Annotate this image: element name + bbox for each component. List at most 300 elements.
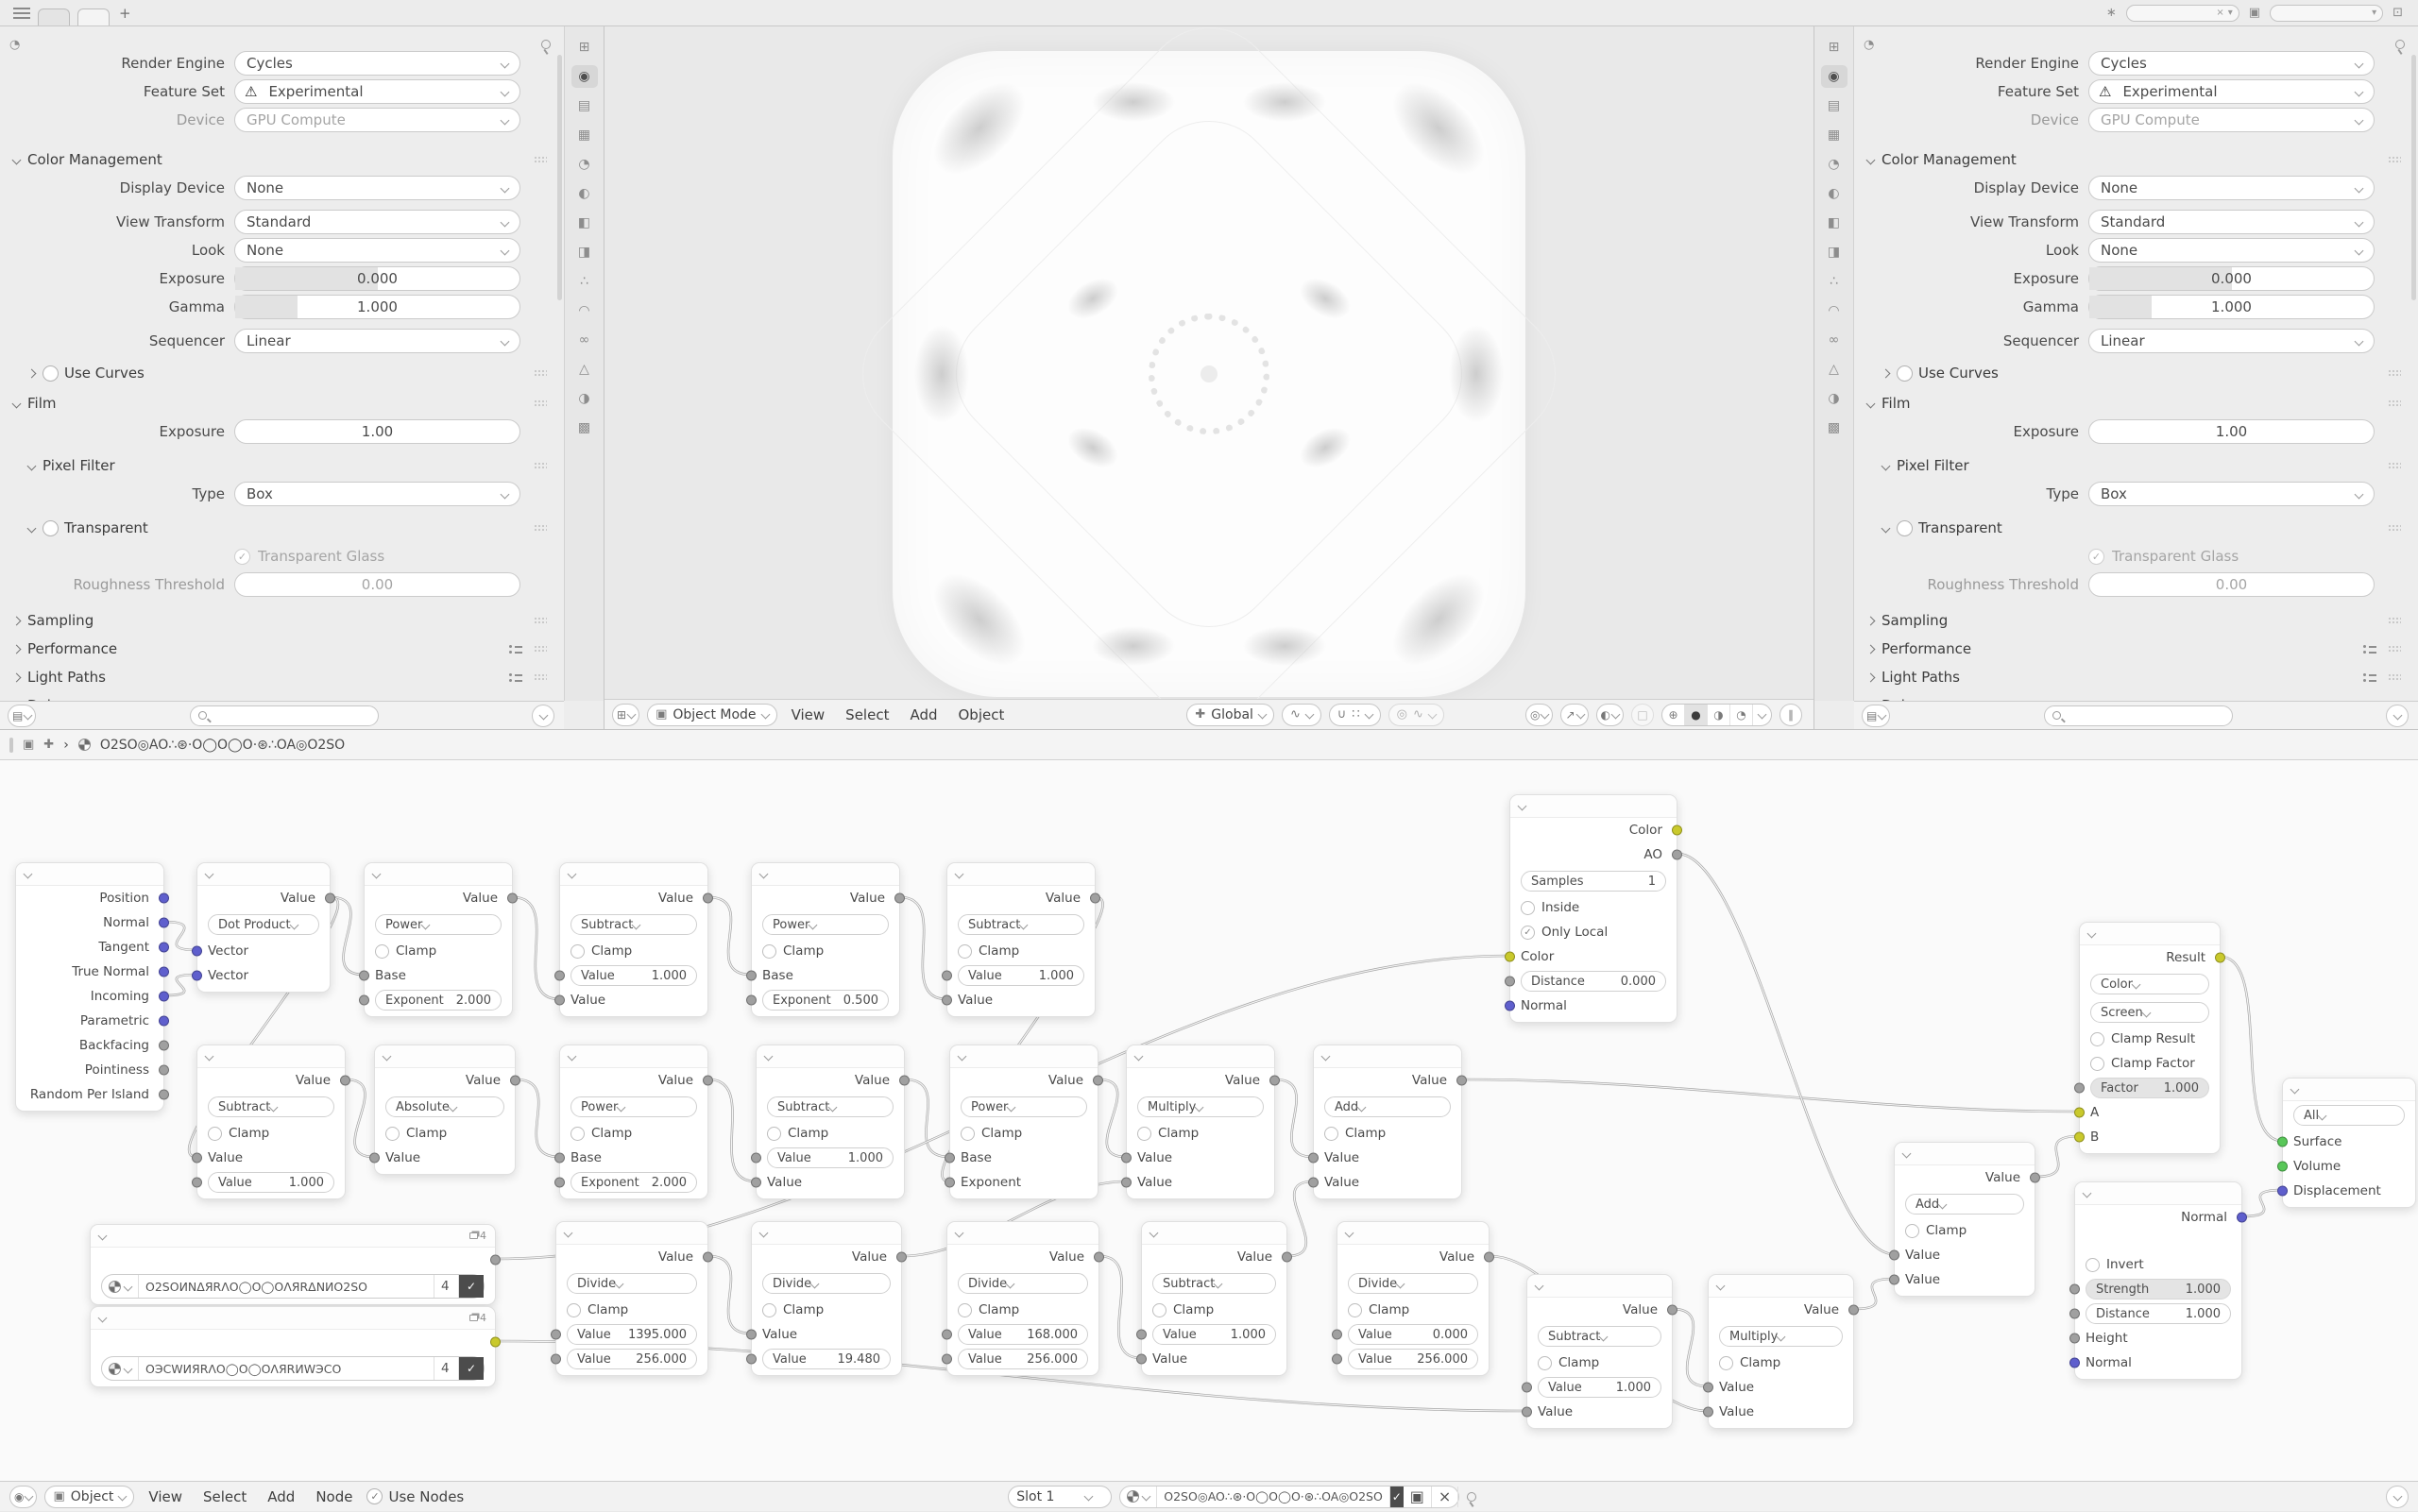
checkbox-icon[interactable] xyxy=(1152,1303,1166,1317)
node-enum-dropdown[interactable] xyxy=(958,914,1084,935)
section-film[interactable] xyxy=(0,389,564,417)
input-socket[interactable] xyxy=(359,971,369,981)
prop-select-look[interactable] xyxy=(234,238,520,263)
drag-dots-icon[interactable] xyxy=(534,156,547,163)
input-socket[interactable] xyxy=(2277,1162,2288,1172)
input-socket[interactable] xyxy=(945,1153,955,1164)
checkbox-icon[interactable] xyxy=(2086,1258,2100,1272)
node-enum-dropdown[interactable] xyxy=(1348,1273,1478,1294)
input-socket[interactable] xyxy=(746,1330,757,1340)
output-socket[interactable] xyxy=(159,992,169,1002)
prop-select-view-transform[interactable] xyxy=(234,210,520,234)
input-socket[interactable] xyxy=(369,1153,380,1164)
output-socket[interactable] xyxy=(159,1016,169,1027)
tab-texture-icon[interactable]: ▩ xyxy=(1827,420,1841,435)
prop-select-type[interactable] xyxy=(234,482,520,506)
output-socket[interactable] xyxy=(490,1337,501,1348)
tab-view-layer-icon[interactable]: ▦ xyxy=(577,127,591,143)
section-sampling[interactable] xyxy=(1854,606,2418,635)
output-socket[interactable] xyxy=(2030,1173,2040,1183)
prop-select-feature-set[interactable] xyxy=(234,79,520,104)
pivot-point-dropdown[interactable] xyxy=(1282,704,1321,726)
node-number-field[interactable] xyxy=(2090,1078,2209,1098)
output-socket[interactable] xyxy=(1456,1076,1467,1086)
presets-icon[interactable] xyxy=(2363,644,2376,654)
section-pixel-filter[interactable] xyxy=(0,451,564,480)
workspace-tab[interactable] xyxy=(38,8,70,25)
node-number-field[interactable] xyxy=(567,1324,697,1345)
checkbox-row[interactable] xyxy=(2088,548,2375,565)
node-m19[interactable] xyxy=(1708,1274,1854,1429)
tab-texture-icon[interactable]: ▩ xyxy=(577,420,591,435)
input-socket[interactable] xyxy=(942,1330,952,1340)
datablock-selector[interactable] xyxy=(101,1274,485,1299)
input-socket[interactable] xyxy=(942,1354,952,1365)
node-enum-dropdown[interactable] xyxy=(762,914,889,935)
section-performance[interactable] xyxy=(0,635,564,663)
output-socket[interactable] xyxy=(159,1065,169,1076)
node-op[interactable] xyxy=(2282,1078,2416,1208)
prop-slider-gamma[interactable] xyxy=(234,295,520,319)
input-socket[interactable] xyxy=(751,1178,761,1188)
node-m2[interactable] xyxy=(364,862,513,1017)
section-checkbox[interactable] xyxy=(43,365,59,382)
input-socket[interactable] xyxy=(2069,1309,2080,1319)
tab-scene-icon[interactable]: ◔ xyxy=(578,157,590,172)
tab-view-layer-icon[interactable]: ▦ xyxy=(1827,127,1841,143)
node-enum-dropdown[interactable] xyxy=(385,1096,504,1117)
section-use-curves[interactable] xyxy=(0,359,564,387)
drag-dots-icon[interactable] xyxy=(2388,399,2401,407)
node-header[interactable] xyxy=(365,863,512,886)
node-ao[interactable] xyxy=(1509,794,1677,1023)
output-socket[interactable] xyxy=(1093,1076,1103,1086)
collapse-button[interactable] xyxy=(2386,705,2409,727)
tab-particles-icon[interactable]: ∴ xyxy=(580,274,588,289)
presets-icon[interactable] xyxy=(509,672,522,682)
output-socket[interactable] xyxy=(159,967,169,977)
node-enum-dropdown[interactable] xyxy=(1137,1096,1264,1117)
view-layer-selector[interactable] xyxy=(2270,5,2383,22)
node-t2[interactable] xyxy=(90,1306,496,1387)
fake-user-shield-icon[interactable]: ✓ xyxy=(1390,1487,1404,1507)
input-socket[interactable] xyxy=(1505,977,1515,987)
drag-dots-icon[interactable] xyxy=(534,673,547,681)
output-socket[interactable] xyxy=(1848,1305,1859,1316)
output-socket[interactable] xyxy=(2237,1213,2247,1223)
output-socket[interactable] xyxy=(1484,1252,1494,1263)
node-header[interactable] xyxy=(752,1222,901,1245)
fake-user-shield-icon[interactable]: ✓ xyxy=(459,1357,484,1380)
section-light-paths[interactable] xyxy=(1854,663,2418,691)
browse-icon[interactable]: ▾ xyxy=(2372,8,2377,18)
tab-object-icon[interactable]: ◧ xyxy=(1827,215,1841,230)
checkbox-icon[interactable] xyxy=(958,944,972,959)
node-header[interactable] xyxy=(1337,1222,1489,1245)
viewport-menu-add[interactable]: Add xyxy=(910,705,938,723)
node-enum-dropdown[interactable] xyxy=(1905,1194,2024,1215)
input-socket[interactable] xyxy=(1522,1383,1532,1393)
output-socket[interactable] xyxy=(1269,1076,1280,1086)
area-grip[interactable] xyxy=(9,738,13,753)
node-m11[interactable] xyxy=(1126,1045,1275,1199)
checkbox-icon[interactable] xyxy=(2090,1032,2104,1046)
checkbox-icon[interactable] xyxy=(2090,1057,2104,1071)
visibility-icon-button[interactable] xyxy=(1525,704,1553,726)
tab-world-icon[interactable]: ◐ xyxy=(1828,186,1840,201)
node-number-field[interactable] xyxy=(762,990,889,1011)
node-number-field[interactable] xyxy=(1348,1349,1478,1369)
checkbox-icon[interactable] xyxy=(767,1127,781,1141)
xray-toggle[interactable] xyxy=(1631,704,1654,726)
output-socket[interactable] xyxy=(159,893,169,904)
prop-select-type[interactable] xyxy=(2088,482,2375,506)
output-socket[interactable] xyxy=(1094,1252,1104,1263)
input-socket[interactable] xyxy=(942,971,952,981)
input-socket[interactable] xyxy=(2277,1186,2288,1197)
node-m13[interactable] xyxy=(555,1221,708,1376)
tab-constraints-icon[interactable]: ∞ xyxy=(1828,332,1840,348)
node-enum-dropdown[interactable] xyxy=(570,1096,697,1117)
node-t1[interactable] xyxy=(90,1224,496,1305)
node-enum-dropdown[interactable] xyxy=(567,1273,697,1294)
checkbox-icon[interactable]: ✓ xyxy=(1521,926,1535,940)
input-socket[interactable] xyxy=(1308,1153,1319,1164)
shading-rendered-icon[interactable]: ◔ xyxy=(1730,705,1753,725)
node-number-field[interactable] xyxy=(767,1147,894,1168)
input-socket[interactable] xyxy=(192,971,202,981)
section-use-curves[interactable] xyxy=(1854,359,2418,387)
prop-field-exposure[interactable] xyxy=(2088,419,2375,444)
overlay-dropdown-button[interactable] xyxy=(2386,1486,2409,1508)
scene-selector[interactable] xyxy=(2126,5,2239,22)
prop-select-view-transform[interactable] xyxy=(2088,210,2375,234)
tab-world-icon[interactable]: ◐ xyxy=(578,186,590,201)
output-socket[interactable] xyxy=(159,1041,169,1051)
prop-select-feature-set[interactable] xyxy=(2088,79,2375,104)
input-socket[interactable] xyxy=(1505,952,1515,962)
checkbox-icon[interactable]: ✓ xyxy=(366,1488,383,1504)
drag-dots-icon[interactable] xyxy=(2388,462,2401,469)
node-header[interactable] xyxy=(2075,1182,2241,1205)
input-socket[interactable] xyxy=(2074,1132,2085,1143)
node-menu-view[interactable]: View xyxy=(148,1487,182,1505)
output-socket[interactable] xyxy=(1672,850,1682,860)
node-m9[interactable] xyxy=(756,1045,905,1199)
input-socket[interactable] xyxy=(1136,1330,1147,1340)
node-m4[interactable] xyxy=(751,862,900,1017)
checkbox-icon[interactable] xyxy=(961,1127,975,1141)
node-number-field[interactable] xyxy=(1348,1324,1478,1345)
search-input[interactable] xyxy=(190,705,379,726)
input-socket[interactable] xyxy=(2277,1137,2288,1147)
input-socket[interactable] xyxy=(554,1153,565,1164)
node-number-field[interactable] xyxy=(1521,971,1666,992)
node-header[interactable] xyxy=(1510,795,1677,818)
node-header[interactable] xyxy=(757,1045,904,1068)
input-socket[interactable] xyxy=(554,995,565,1006)
output-socket[interactable] xyxy=(1672,825,1682,836)
node-number-field[interactable] xyxy=(762,1349,891,1369)
material-browse[interactable] xyxy=(1120,1487,1157,1507)
output-socket[interactable] xyxy=(507,893,518,904)
node-enum-dropdown[interactable] xyxy=(2293,1105,2405,1126)
node-number-field[interactable] xyxy=(2086,1303,2231,1324)
node-header[interactable] xyxy=(2080,923,2220,945)
node-enum-dropdown[interactable] xyxy=(208,914,319,935)
checkbox-icon[interactable]: ✓ xyxy=(234,549,250,565)
new-material-icon[interactable]: ▣ xyxy=(1404,1487,1432,1507)
node-m16[interactable] xyxy=(1141,1221,1287,1376)
checkbox-icon[interactable] xyxy=(1719,1356,1733,1370)
checkbox-icon[interactable] xyxy=(208,1127,222,1141)
output-socket[interactable] xyxy=(1090,893,1100,904)
checkbox-icon[interactable] xyxy=(1324,1127,1338,1141)
section-transparent[interactable] xyxy=(0,514,564,542)
tab-particles-icon[interactable]: ∴ xyxy=(1830,274,1838,289)
node-m20[interactable] xyxy=(1894,1142,2035,1297)
node-number-field[interactable] xyxy=(958,1324,1088,1345)
node-number-field[interactable] xyxy=(570,965,697,986)
node-menu-add[interactable]: Add xyxy=(267,1487,296,1505)
pause-button[interactable] xyxy=(1779,704,1802,726)
pin-icon[interactable] xyxy=(1467,1492,1476,1502)
checkbox-icon[interactable] xyxy=(385,1127,400,1141)
search-input[interactable] xyxy=(2044,705,2233,726)
prop-select-render-engine[interactable] xyxy=(2088,51,2375,76)
node-m5[interactable] xyxy=(946,862,1096,1017)
editor-type-button[interactable] xyxy=(612,704,639,726)
tab-render-icon[interactable]: ◉ xyxy=(571,65,598,88)
checkbox-icon[interactable] xyxy=(958,1303,972,1317)
tab-tool-icon[interactable]: ⊞ xyxy=(578,40,590,55)
node-header[interactable] xyxy=(2283,1079,2415,1101)
snapping-control[interactable] xyxy=(1329,704,1381,726)
node-m6[interactable] xyxy=(196,1045,346,1199)
input-socket[interactable] xyxy=(1121,1153,1132,1164)
shading-wireframe-icon[interactable]: ⊕ xyxy=(1662,705,1685,725)
tab-render-icon[interactable]: ◉ xyxy=(1821,65,1848,88)
prop-select-sequencer[interactable] xyxy=(234,329,520,353)
checkbox-icon[interactable] xyxy=(567,1303,581,1317)
checkbox-icon[interactable] xyxy=(1348,1303,1362,1317)
section-light-paths[interactable] xyxy=(0,663,564,691)
input-socket[interactable] xyxy=(192,1178,202,1188)
input-socket[interactable] xyxy=(1703,1383,1713,1393)
viewport-menu-select[interactable]: Select xyxy=(845,705,890,723)
checkbox-icon[interactable] xyxy=(570,944,585,959)
prop-select-render-engine[interactable] xyxy=(234,51,520,76)
editor-type-button[interactable] xyxy=(8,705,36,727)
node-number-field[interactable] xyxy=(1152,1324,1276,1345)
node-enum-dropdown[interactable] xyxy=(2090,1002,2209,1023)
checkbox-icon[interactable] xyxy=(1905,1224,1919,1238)
tab-physics-icon[interactable]: ◠ xyxy=(1828,303,1840,318)
node-m17[interactable] xyxy=(1337,1221,1490,1376)
node-menu-select[interactable]: Select xyxy=(203,1487,247,1505)
node-header[interactable] xyxy=(950,1045,1098,1068)
input-socket[interactable] xyxy=(1889,1275,1899,1285)
node-m7[interactable] xyxy=(374,1045,516,1175)
output-socket[interactable] xyxy=(159,943,169,953)
section-checkbox[interactable] xyxy=(1897,365,1913,382)
tab-modifiers-icon[interactable]: ◨ xyxy=(1827,245,1841,260)
node-number-field[interactable] xyxy=(1521,871,1666,892)
output-socket[interactable] xyxy=(510,1076,520,1086)
node-m3[interactable] xyxy=(559,862,708,1017)
checkbox-icon[interactable] xyxy=(570,1127,585,1141)
node-bp[interactable] xyxy=(2074,1181,2242,1380)
drag-dots-icon[interactable] xyxy=(2388,524,2401,532)
input-socket[interactable] xyxy=(359,995,369,1006)
node-header[interactable] xyxy=(752,863,899,886)
output-socket[interactable] xyxy=(1667,1305,1677,1316)
node-enum-dropdown[interactable] xyxy=(570,914,697,935)
viewport-3d[interactable] xyxy=(604,26,1814,729)
node-number-field[interactable] xyxy=(567,1349,697,1369)
datablock-browse[interactable] xyxy=(102,1357,139,1380)
node-mx[interactable] xyxy=(2079,922,2221,1154)
gizmo-icon-button[interactable] xyxy=(1560,704,1588,726)
tab-constraints-icon[interactable]: ∞ xyxy=(578,332,590,348)
input-socket[interactable] xyxy=(2074,1108,2085,1118)
node-number-field[interactable] xyxy=(1538,1377,1661,1398)
tab-object-icon[interactable]: ◧ xyxy=(577,215,591,230)
app-menu-icon[interactable] xyxy=(13,8,30,19)
tab-output-icon[interactable]: ▤ xyxy=(577,98,591,113)
section-sampling[interactable] xyxy=(0,606,564,635)
node-enum-dropdown[interactable] xyxy=(1538,1326,1661,1347)
input-socket[interactable] xyxy=(1889,1250,1899,1261)
node-number-field[interactable] xyxy=(958,1349,1088,1369)
overlays-icon-button[interactable] xyxy=(1596,704,1624,726)
editor-type-button[interactable] xyxy=(1862,705,1890,727)
tab-output-icon[interactable]: ▤ xyxy=(1827,98,1841,113)
prop-select-look[interactable] xyxy=(2088,238,2375,263)
node-number-field[interactable] xyxy=(958,965,1084,986)
node-header[interactable] xyxy=(556,1222,707,1245)
material-slot-dropdown[interactable] xyxy=(1008,1486,1112,1508)
drag-dots-icon[interactable] xyxy=(2388,645,2401,653)
shader-type-dropdown[interactable] xyxy=(44,1486,134,1508)
input-socket[interactable] xyxy=(192,946,202,957)
checkbox-icon[interactable]: ✓ xyxy=(2088,549,2104,565)
input-socket[interactable] xyxy=(192,1153,202,1164)
input-socket[interactable] xyxy=(1308,1178,1319,1188)
input-socket[interactable] xyxy=(551,1330,561,1340)
unlink-icon[interactable]: × xyxy=(1432,1487,1458,1507)
section-performance[interactable] xyxy=(1854,635,2418,663)
tab-tool-icon[interactable]: ⊞ xyxy=(1828,40,1840,55)
drag-dots-icon[interactable] xyxy=(534,645,547,653)
node-header[interactable] xyxy=(1527,1275,1672,1298)
node-header[interactable] xyxy=(1895,1143,2035,1165)
editor-type-button[interactable] xyxy=(9,1486,37,1508)
prop-field-roughness-threshold[interactable] xyxy=(2088,572,2375,597)
shading-material-icon[interactable]: ◑ xyxy=(1708,705,1730,725)
drag-dots-icon[interactable] xyxy=(2388,156,2401,163)
checkbox-icon[interactable] xyxy=(1137,1127,1151,1141)
node-header[interactable] xyxy=(560,1045,707,1068)
tab-modifiers-icon[interactable]: ◨ xyxy=(577,245,591,260)
node-header[interactable] xyxy=(1314,1045,1461,1068)
input-socket[interactable] xyxy=(945,1178,955,1188)
input-socket[interactable] xyxy=(1332,1354,1342,1365)
proportional-editing-control[interactable] xyxy=(1388,704,1444,726)
input-socket[interactable] xyxy=(554,971,565,981)
tab-material-icon[interactable]: ◑ xyxy=(1828,391,1840,406)
node-m12[interactable] xyxy=(1313,1045,1462,1199)
node-m8[interactable] xyxy=(559,1045,708,1199)
input-socket[interactable] xyxy=(942,995,952,1006)
prop-field-exposure[interactable] xyxy=(234,419,520,444)
input-socket[interactable] xyxy=(2069,1284,2080,1295)
checkbox-icon[interactable] xyxy=(1521,901,1535,915)
node-m10[interactable] xyxy=(949,1045,1098,1199)
section-film[interactable] xyxy=(1854,389,2418,417)
tab-object-data-icon[interactable]: △ xyxy=(579,362,589,377)
node-m15[interactable] xyxy=(946,1221,1099,1376)
node-header[interactable] xyxy=(375,1045,515,1068)
output-socket[interactable] xyxy=(896,1252,907,1263)
node-m1[interactable] xyxy=(196,862,331,993)
presets-icon[interactable] xyxy=(509,644,522,654)
drag-dots-icon[interactable] xyxy=(534,369,547,377)
node-header[interactable] xyxy=(1709,1275,1853,1298)
input-socket[interactable] xyxy=(751,1153,761,1164)
section-transparent[interactable] xyxy=(1854,514,2418,542)
datablock-selector[interactable] xyxy=(101,1356,485,1381)
section-pixel-filter[interactable] xyxy=(1854,451,2418,480)
section-checkbox[interactable] xyxy=(1897,520,1913,536)
node-enum-dropdown[interactable] xyxy=(1719,1326,1843,1347)
use-nodes-checkbox[interactable] xyxy=(366,1488,464,1505)
input-socket[interactable] xyxy=(1332,1330,1342,1340)
prop-select-device[interactable] xyxy=(2088,108,2375,132)
input-socket[interactable] xyxy=(1136,1354,1147,1365)
node-enum-dropdown[interactable] xyxy=(767,1096,894,1117)
output-socket[interactable] xyxy=(159,918,169,928)
node-enum-dropdown[interactable] xyxy=(1152,1273,1276,1294)
node-enum-dropdown[interactable] xyxy=(375,914,502,935)
node-menu-node[interactable]: Node xyxy=(315,1487,353,1505)
shading-solid-icon[interactable]: ● xyxy=(1685,705,1708,725)
material-selector[interactable] xyxy=(1119,1486,1459,1508)
input-socket[interactable] xyxy=(1522,1407,1532,1418)
checkbox-icon[interactable] xyxy=(762,1303,776,1317)
tab-object-data-icon[interactable]: △ xyxy=(1829,362,1839,377)
node-header[interactable] xyxy=(16,863,163,886)
node-enum-dropdown[interactable] xyxy=(958,1273,1088,1294)
drag-dots-icon[interactable] xyxy=(2388,673,2401,681)
add-workspace-button[interactable]: + xyxy=(119,4,131,22)
presets-icon[interactable] xyxy=(2363,672,2376,682)
node-m14[interactable] xyxy=(751,1221,902,1376)
output-socket[interactable] xyxy=(325,893,335,904)
output-socket[interactable] xyxy=(159,1090,169,1100)
drag-dots-icon[interactable] xyxy=(534,462,547,469)
node-g[interactable] xyxy=(15,862,164,1112)
output-socket[interactable] xyxy=(490,1255,501,1266)
datablock-browse[interactable] xyxy=(102,1275,139,1298)
node-header[interactable] xyxy=(1127,1045,1274,1068)
checkbox-icon[interactable] xyxy=(762,944,776,959)
input-socket[interactable] xyxy=(1121,1178,1132,1188)
drag-dots-icon[interactable] xyxy=(534,617,547,624)
orientation-dropdown[interactable] xyxy=(1186,704,1274,726)
shading-mode-switch[interactable] xyxy=(1661,704,1772,726)
output-socket[interactable] xyxy=(703,893,713,904)
